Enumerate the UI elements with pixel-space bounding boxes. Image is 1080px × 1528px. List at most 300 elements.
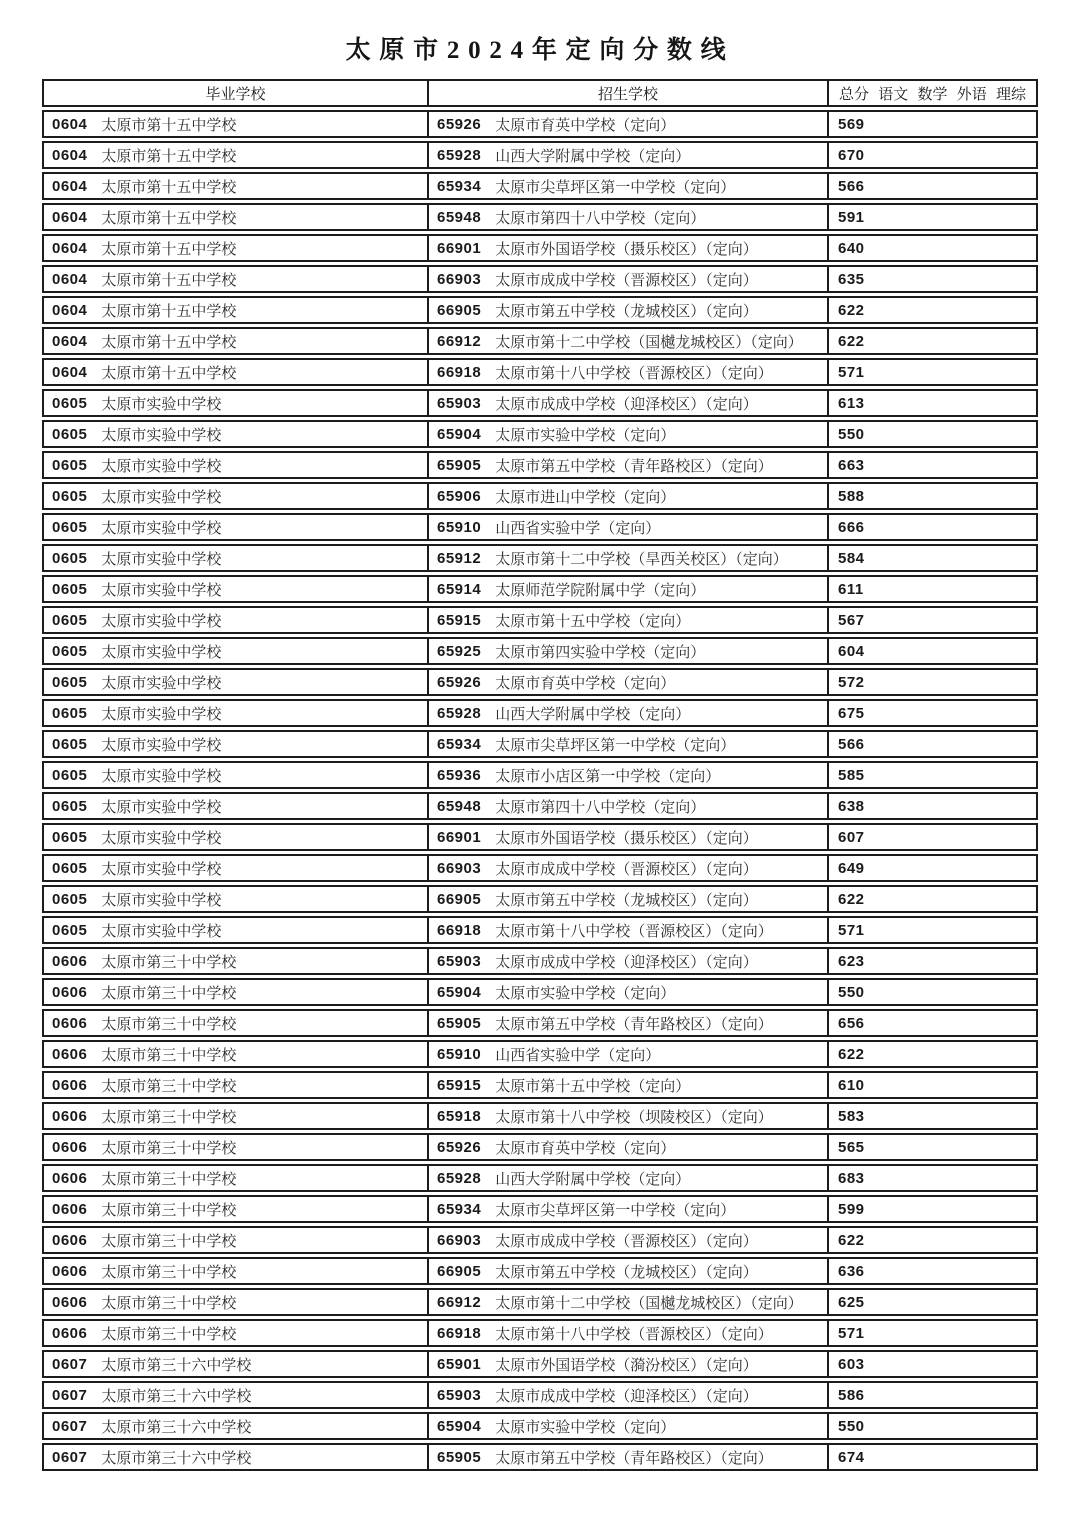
graduate-school-name: 太原市第三十中学校 [101, 984, 237, 1002]
admission-school-name: 太原市小店区第一中学校（定向） [495, 767, 721, 785]
graduate-school-name: 太原市实验中学校 [101, 736, 222, 754]
admission-school-content [429, 176, 827, 197]
graduate-school-code: 0605 [52, 921, 88, 939]
graduate-school-content [44, 858, 427, 879]
graduate-school-content [44, 517, 427, 538]
admission-school-code: 65910 [437, 1045, 482, 1063]
graduate-school-name: 太原市第三十中学校 [101, 1232, 237, 1250]
graduate-school-cell [42, 172, 429, 200]
admission-school-cell [429, 172, 829, 200]
table-row [42, 1381, 1038, 1409]
admission-school-code: 65905 [437, 456, 482, 474]
score-table [42, 76, 1038, 1474]
admission-school-content [429, 1137, 827, 1158]
admission-school-name: 太原市第五中学校（龙城校区）（定向） [495, 302, 758, 320]
admission-school-name: 太原市进山中学校（定向） [495, 488, 676, 506]
admission-school-cell [429, 668, 829, 696]
graduate-school-cell [42, 668, 429, 696]
score-cell [829, 203, 1038, 231]
admission-school-content [429, 1044, 827, 1065]
score-cell [829, 730, 1038, 758]
score-content [829, 1108, 1036, 1125]
graduate-school-name: 太原市实验中学校 [101, 829, 222, 847]
graduate-school-content [44, 1292, 427, 1313]
score-content [829, 364, 1036, 381]
admission-school-code: 65915 [437, 1076, 482, 1094]
admission-school-content [429, 486, 827, 507]
admission-school-cell [429, 203, 829, 231]
table-header-row [42, 79, 1038, 107]
total-score-value: 566 [838, 735, 865, 753]
graduate-school-content [44, 300, 427, 321]
graduate-school-name: 太原市第三十中学校 [101, 1170, 237, 1188]
admission-school-code: 66901 [437, 828, 482, 846]
total-score-value: 565 [838, 1138, 865, 1156]
graduate-school-code: 0605 [52, 859, 88, 877]
graduate-school-cell [42, 513, 429, 541]
table-row [42, 606, 1038, 634]
graduate-school-code: 0605 [52, 394, 88, 412]
graduate-school-code: 0607 [52, 1417, 88, 1435]
admission-school-code: 66905 [437, 301, 482, 319]
graduate-school-content [44, 796, 427, 817]
graduate-school-cell [42, 327, 429, 355]
admission-school-content [429, 269, 827, 290]
table-row [42, 1257, 1038, 1285]
admission-school-content [429, 982, 827, 1003]
graduate-school-code: 0605 [52, 518, 88, 536]
total-score-value: 670 [838, 146, 865, 164]
admission-school-cell [429, 916, 829, 944]
admission-school-cell [429, 296, 829, 324]
score-content [829, 209, 1036, 226]
graduate-school-content [44, 1385, 427, 1406]
admission-school-content [429, 858, 827, 879]
admission-school-content [429, 1075, 827, 1096]
admission-school-code: 66918 [437, 1324, 482, 1342]
graduate-school-name: 太原市第三十中学校 [101, 1325, 237, 1343]
admission-school-cell [429, 544, 829, 572]
score-content [829, 1015, 1036, 1032]
admission-school-name: 太原市育英中学校（定向） [495, 674, 676, 692]
graduate-school-name: 太原市第三十六中学校 [101, 1418, 252, 1436]
graduate-school-content [44, 145, 427, 166]
graduate-school-code: 0606 [52, 1169, 88, 1187]
graduate-school-name: 太原市第十五中学校 [101, 116, 237, 134]
admission-school-cell [429, 1319, 829, 1347]
graduate-school-content [44, 1044, 427, 1065]
table-row [42, 1226, 1038, 1254]
score-content [829, 829, 1036, 846]
admission-school-name: 山西大学附属中学校（定向） [495, 705, 691, 723]
graduate-school-content [44, 207, 427, 228]
graduate-school-cell [42, 1257, 429, 1285]
score-cell [829, 668, 1038, 696]
score-content [829, 984, 1036, 1001]
graduate-school-content [44, 424, 427, 445]
score-content [829, 1325, 1036, 1342]
score-cell [829, 513, 1038, 541]
score-cell [829, 1350, 1038, 1378]
graduate-school-name: 太原市第三十六中学校 [101, 1387, 252, 1405]
admission-school-content [429, 238, 827, 259]
graduate-school-cell [42, 947, 429, 975]
graduate-school-name: 太原市第三十六中学校 [101, 1356, 252, 1374]
graduate-school-cell [42, 1102, 429, 1130]
admission-school-cell [429, 606, 829, 634]
graduate-school-cell [42, 482, 429, 510]
score-content [829, 891, 1036, 908]
admission-school-cell [429, 792, 829, 820]
total-score-value: 638 [838, 797, 865, 815]
table-row [42, 730, 1038, 758]
admission-school-code: 65905 [437, 1448, 482, 1466]
admission-school-cell [429, 234, 829, 262]
table-row [42, 1319, 1038, 1347]
table-row [42, 668, 1038, 696]
total-score-value: 635 [838, 270, 865, 288]
admission-school-cell [429, 1226, 829, 1254]
admission-school-cell [429, 1257, 829, 1285]
graduate-school-name: 太原市第三十中学校 [101, 1108, 237, 1126]
total-score-value: 585 [838, 766, 865, 784]
graduate-school-code: 0605 [52, 890, 88, 908]
score-content [829, 457, 1036, 474]
table-row [42, 1009, 1038, 1037]
admission-school-cell [429, 1071, 829, 1099]
graduate-school-content [44, 1199, 427, 1220]
score-cell [829, 575, 1038, 603]
graduate-school-code: 0605 [52, 642, 88, 660]
admission-school-content [429, 889, 827, 910]
admission-school-name: 太原市成成中学校（晋源校区）（定向） [495, 1232, 758, 1250]
total-score-value: 625 [838, 1293, 865, 1311]
admission-school-name: 太原市第十八中学校（晋源校区）（定向） [495, 922, 773, 940]
admission-school-cell [429, 482, 829, 510]
admission-school-content [429, 548, 827, 569]
admission-school-cell [429, 947, 829, 975]
header-graduate-school: 毕业学校 [42, 79, 429, 107]
graduate-school-name: 太原市实验中学校 [101, 612, 222, 630]
admission-school-content [429, 1323, 827, 1344]
admission-school-code: 65910 [437, 518, 482, 536]
graduate-school-cell [42, 110, 429, 138]
score-cell [829, 637, 1038, 665]
total-score-value: 666 [838, 518, 865, 536]
total-score-value: 649 [838, 859, 865, 877]
graduate-school-code: 0605 [52, 673, 88, 691]
admission-school-code: 66903 [437, 859, 482, 877]
graduate-school-cell [42, 420, 429, 448]
total-score-value: 550 [838, 1417, 865, 1435]
total-score-value: 607 [838, 828, 865, 846]
total-score-value: 567 [838, 611, 865, 629]
graduate-school-content [44, 238, 427, 259]
graduate-school-code: 0606 [52, 1231, 88, 1249]
graduate-school-code: 0605 [52, 549, 88, 567]
admission-school-cell [429, 265, 829, 293]
table-row [42, 1350, 1038, 1378]
graduate-school-code: 0607 [52, 1448, 88, 1466]
admission-school-content [429, 331, 827, 352]
admission-school-code: 65948 [437, 797, 482, 815]
table-row [42, 1195, 1038, 1223]
total-score-value: 622 [838, 332, 865, 350]
admission-school-cell [429, 420, 829, 448]
graduate-school-code: 0605 [52, 797, 88, 815]
graduate-school-name: 太原市第十五中学校 [101, 333, 237, 351]
admission-school-name: 山西大学附属中学校（定向） [495, 147, 691, 165]
admission-school-name: 太原市实验中学校（定向） [495, 1418, 676, 1436]
admission-school-content [429, 579, 827, 600]
admission-school-cell [429, 358, 829, 386]
score-cell [829, 265, 1038, 293]
graduate-school-content [44, 765, 427, 786]
admission-school-name: 太原市第十八中学校（晋源校区）（定向） [495, 1325, 773, 1343]
admission-school-name: 太原市实验中学校（定向） [495, 984, 676, 1002]
score-content [829, 922, 1036, 939]
graduate-school-name: 太原市第十五中学校 [101, 178, 237, 196]
table-row [42, 358, 1038, 386]
admission-school-code: 66903 [437, 1231, 482, 1249]
graduate-school-name: 太原市实验中学校 [101, 798, 222, 816]
total-score-value: 663 [838, 456, 865, 474]
score-cell [829, 1257, 1038, 1285]
total-score-value: 674 [838, 1448, 865, 1466]
graduate-school-name: 太原市实验中学校 [101, 767, 222, 785]
admission-school-cell [429, 730, 829, 758]
score-content [829, 1232, 1036, 1249]
total-score-value: 584 [838, 549, 865, 567]
admission-school-name: 山西大学附属中学校（定向） [495, 1170, 691, 1188]
total-score-value: 640 [838, 239, 865, 257]
graduate-school-cell [42, 854, 429, 882]
graduate-school-name: 太原市实验中学校 [101, 426, 222, 444]
admission-school-content [429, 1385, 827, 1406]
admission-school-content [429, 207, 827, 228]
score-content [829, 1387, 1036, 1404]
score-content [829, 798, 1036, 815]
admission-school-code: 66905 [437, 1262, 482, 1280]
graduate-school-code: 0604 [52, 177, 88, 195]
admission-school-name: 太原市第五中学校（龙城校区）（定向） [495, 1263, 758, 1281]
total-score-value: 550 [838, 425, 865, 443]
table-row [42, 1102, 1038, 1130]
score-cell [829, 110, 1038, 138]
graduate-school-cell [42, 1133, 429, 1161]
admission-school-content [429, 641, 827, 662]
graduate-school-name: 太原市实验中学校 [101, 395, 222, 413]
graduate-school-name: 太原市第三十中学校 [101, 1263, 237, 1281]
score-cell [829, 606, 1038, 634]
score-cell [829, 482, 1038, 510]
graduate-school-name: 太原市实验中学校 [101, 457, 222, 475]
graduate-school-cell [42, 1071, 429, 1099]
graduate-school-content [44, 362, 427, 383]
graduate-school-name: 太原市第十五中学校 [101, 209, 237, 227]
graduate-school-cell [42, 1319, 429, 1347]
graduate-school-content [44, 703, 427, 724]
score-column-label: 语文 [878, 85, 909, 103]
graduate-school-code: 0604 [52, 146, 88, 164]
admission-school-cell [429, 389, 829, 417]
graduate-school-name: 太原市第三十中学校 [101, 1139, 237, 1157]
page-title: 太原市2024年定向分数线 [345, 37, 735, 64]
admission-school-content [429, 455, 827, 476]
graduate-school-name: 太原市第三十中学校 [101, 1294, 237, 1312]
total-score-value: 622 [838, 1231, 865, 1249]
graduate-school-content [44, 1261, 427, 1282]
total-score-value: 611 [838, 580, 864, 598]
graduate-school-cell [42, 1226, 429, 1254]
total-score-value: 583 [838, 1107, 865, 1125]
graduate-school-code: 0607 [52, 1386, 88, 1404]
score-content [829, 1449, 1036, 1466]
graduate-school-code: 0605 [52, 580, 88, 598]
admission-school-content [429, 672, 827, 693]
score-cell [829, 389, 1038, 417]
admission-school-code: 65904 [437, 1417, 482, 1435]
score-cell [829, 1071, 1038, 1099]
score-cell [829, 172, 1038, 200]
graduate-school-content [44, 176, 427, 197]
admission-school-code: 66912 [437, 1293, 482, 1311]
admission-school-code: 66912 [437, 332, 482, 350]
graduate-school-name: 太原市第三十中学校 [101, 1077, 237, 1095]
admission-school-content [429, 1106, 827, 1127]
graduate-school-name: 太原市实验中学校 [101, 705, 222, 723]
score-cell [829, 234, 1038, 262]
admission-school-content [429, 145, 827, 166]
graduate-school-content [44, 1106, 427, 1127]
admission-school-cell [429, 823, 829, 851]
score-cell [829, 1102, 1038, 1130]
score-content [829, 1294, 1036, 1311]
graduate-school-name: 太原市第三十中学校 [101, 1015, 237, 1033]
score-cell [829, 544, 1038, 572]
graduate-school-code: 0606 [52, 1200, 88, 1218]
graduate-school-code: 0606 [52, 1293, 88, 1311]
graduate-school-content [44, 486, 427, 507]
admission-school-cell [429, 1350, 829, 1378]
graduate-school-code: 0605 [52, 611, 88, 629]
graduate-school-code: 0606 [52, 983, 88, 1001]
admission-school-content [429, 703, 827, 724]
admission-school-name: 太原市成成中学校（迎泽校区）（定向） [495, 953, 758, 971]
graduate-school-cell [42, 451, 429, 479]
score-column-label: 外语 [956, 85, 987, 103]
graduate-school-code: 0605 [52, 735, 88, 753]
admission-school-name: 太原市育英中学校（定向） [495, 1139, 676, 1157]
score-cell [829, 792, 1038, 820]
graduate-school-code: 0605 [52, 456, 88, 474]
score-content [829, 643, 1036, 660]
admission-school-name: 太原市第五中学校（青年路校区）（定向） [495, 457, 773, 475]
total-score-value: 683 [838, 1169, 865, 1187]
header-score-columns [829, 79, 1038, 107]
graduate-school-cell [42, 730, 429, 758]
admission-school-content [429, 765, 827, 786]
admission-school-name: 太原市第十五中学校（定向） [495, 612, 691, 630]
graduate-school-content [44, 1354, 427, 1375]
graduate-school-cell [42, 141, 429, 169]
graduate-school-name: 太原市实验中学校 [101, 550, 222, 568]
admission-school-name: 太原市第四实验中学校（定向） [495, 643, 706, 661]
score-cell [829, 699, 1038, 727]
total-score-value: 622 [838, 890, 865, 908]
admission-school-content [429, 1447, 827, 1468]
admission-school-name: 太原市外国语学校（漪汾校区）（定向） [495, 1356, 758, 1374]
table-row [42, 513, 1038, 541]
graduate-school-code: 0605 [52, 766, 88, 784]
graduate-school-cell [42, 1040, 429, 1068]
table-row [42, 575, 1038, 603]
table-row [42, 544, 1038, 572]
admission-school-content [429, 114, 827, 135]
graduate-school-code: 0604 [52, 270, 88, 288]
graduate-school-cell [42, 699, 429, 727]
graduate-school-cell [42, 234, 429, 262]
score-cell [829, 978, 1038, 1006]
admission-school-name: 太原市成成中学校（晋源校区）（定向） [495, 271, 758, 289]
graduate-school-content [44, 455, 427, 476]
admission-school-code: 65928 [437, 146, 482, 164]
table-row [42, 141, 1038, 169]
table-row [42, 110, 1038, 138]
score-cell [829, 141, 1038, 169]
admission-school-cell [429, 1443, 829, 1471]
score-content [829, 395, 1036, 412]
total-score-value: 622 [838, 301, 865, 319]
admission-school-code: 65904 [437, 425, 482, 443]
table-row [42, 296, 1038, 324]
table-row [42, 792, 1038, 820]
table-row [42, 1412, 1038, 1440]
graduate-school-cell [42, 1009, 429, 1037]
admission-school-content [429, 796, 827, 817]
table-row [42, 389, 1038, 417]
score-cell [829, 854, 1038, 882]
graduate-school-name: 太原市实验中学校 [101, 643, 222, 661]
graduate-school-name: 太原市第三十六中学校 [101, 1449, 252, 1467]
graduate-school-content [44, 672, 427, 693]
admission-school-cell [429, 575, 829, 603]
admission-school-content [429, 610, 827, 631]
score-content [829, 147, 1036, 164]
admission-school-content [429, 424, 827, 445]
admission-school-content [429, 827, 827, 848]
score-content [829, 1170, 1036, 1187]
admission-school-content [429, 1416, 827, 1437]
graduate-school-code: 0606 [52, 1324, 88, 1342]
admission-school-cell [429, 1102, 829, 1130]
table-row [42, 916, 1038, 944]
score-content [829, 519, 1036, 536]
total-score-value: 675 [838, 704, 865, 722]
score-cell [829, 1288, 1038, 1316]
score-cell [829, 947, 1038, 975]
graduate-school-code: 0606 [52, 1076, 88, 1094]
score-content [829, 178, 1036, 195]
graduate-school-code: 0605 [52, 704, 88, 722]
table-row [42, 451, 1038, 479]
graduate-school-code: 0606 [52, 1107, 88, 1125]
graduate-school-cell [42, 606, 429, 634]
total-score-value: 588 [838, 487, 865, 505]
admission-school-name: 太原市尖草坪区第一中学校（定向） [495, 1201, 736, 1219]
admission-school-name: 太原市成成中学校（晋源校区）（定向） [495, 860, 758, 878]
admission-school-code: 65904 [437, 983, 482, 1001]
